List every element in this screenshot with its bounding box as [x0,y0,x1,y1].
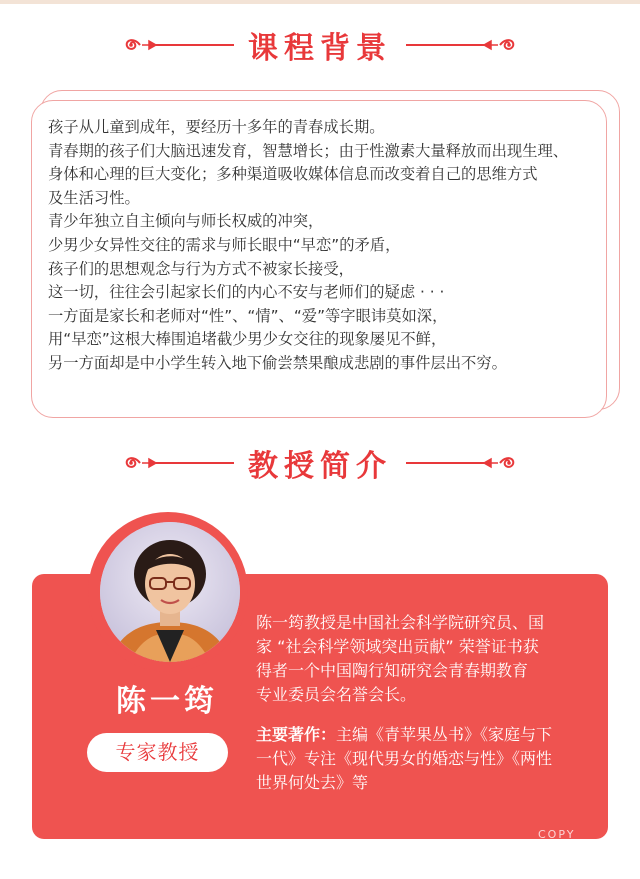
background-line: 及生活习性。 [48,188,140,207]
right-ornament-icon [406,453,518,473]
background-line: 这一切，往往会引起家长们的内心不安与老师们的疑虑 · · · [48,283,445,302]
description-line: 家 “社会科学领域突出贡献” 荣誉证书获 [256,637,539,656]
works-label: 主要著作： [256,725,337,744]
background-line: 少男少女异性交往的需求与师长眼中“早恋”的矛盾， [48,235,401,254]
background-line: 另一方面却是中小学生转入地下偷尝禁果酿成悲剧的事件层出不穷。 [48,353,507,372]
professor-title-badge: 专家教授 [87,733,228,772]
works-text: 主编《青苹果丛书》《家庭与下 [336,725,553,744]
background-line: 青春期的孩子们大脑迅速发育，智慧增长；由于性激素大量释放而出现生理、 [48,141,569,160]
works-line [256,723,586,747]
works-line: 一代》专注《现代男女的婚恋与性》《两性 [256,749,553,768]
background-line: 一方面是家长和老师对“性”、“情”、“爱”等字眼讳莫如深， [48,306,448,325]
watermark: COPY [538,828,576,841]
background-section-header [0,20,640,70]
background-line: 孩子从儿童到成年，要经历十多年的青春成长期。 [48,118,385,136]
background-line: 孩子们的思想观念与行为方式不被家长接受， [48,259,354,278]
professor-section-header [0,438,640,488]
description-line: 得者一个中国陶行知研究会青春期教育 [256,661,529,680]
professor-works [256,723,586,795]
professor-description [256,611,586,707]
section-title: 教授简介 [248,449,392,484]
description-line: 专业委员会名誉会长。 [256,685,417,704]
works-line: 世界何处去》等 [256,773,369,792]
left-ornament-icon [122,453,234,473]
background-line: 用“早恋”这根大棒围追堵截少男少女交往的现象屡见不鲜， [48,330,447,349]
background-line: 身体和心理的巨大变化；多种渠道吸收媒体信息而改变着自己的思维方式 [48,165,538,184]
right-ornament-icon [406,35,518,55]
professor-avatar-icon [100,522,240,662]
section-title: 课程背景 [248,31,392,66]
top-divider [0,0,640,4]
description-line: 陈一筠教授是中国社会科学院研究员、国 [256,613,545,632]
professor-name: 陈一筠 [116,684,218,719]
left-ornament-icon [122,35,234,55]
background-text [48,116,608,376]
background-line: 青少年独立自主倾向与师长权威的冲突， [48,212,324,231]
